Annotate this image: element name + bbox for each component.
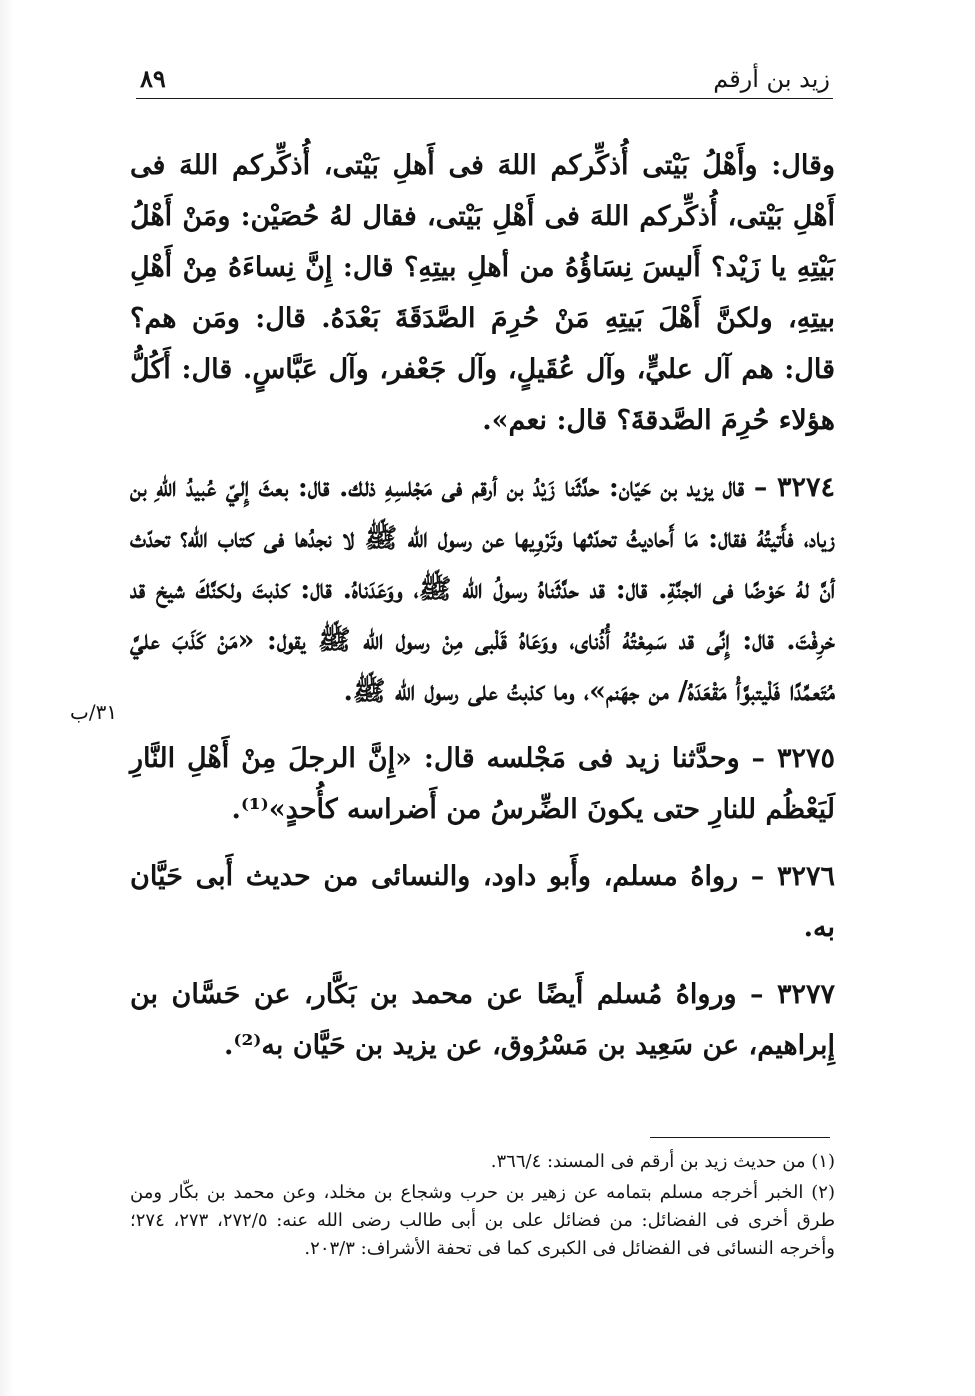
footnote-2: (٢) الخبر أخرجه مسلم بتمامه عن زهير بن حرب وشجاع بن مخلد، وعن محمد بن بكّار ومن طرق أخرى فى الفضائل: من فضائل على بن أبى طالب رضى الله عنه: ٢٧٢/٥، ٢٧٣، ٢٧٤؛ وأخرجه النسائى فى الفضائل فى الكبرى كما فى تحفة الأشراف: ٢٠٣/٣.: [130, 1182, 836, 1259]
footnote-1: (١) من حديث زيد بن أرقم فى المسند: ٣٦٦/٤.: [490, 1151, 835, 1172]
header-rule: [136, 98, 833, 99]
paragraph-hadith-3276: ٣٢٧٦ – رواهُ مسلم، وأَبو داود، والنسائى من حديث أَبى حَيَّان به.: [130, 861, 835, 943]
footnote-rule: [650, 1137, 830, 1138]
main-text: [130, 140, 835, 1087]
page-header: [140, 64, 830, 98]
running-title: زيد بن أرقم: [713, 65, 830, 93]
footnotes: [130, 1148, 835, 1266]
page-edge-shadow: [0, 0, 14, 1396]
paragraph-hadith-3274: ٣٢٧٤ – قال يزيد بن حَيّان: حدَّثَنا زَيْدُ بن أرقم فى مَجْلسِهِ ذلك. قال: بعثَ إِليّ عُبيدُ اللهِ بن زياد، فأَتيتُهُ فقال: مَا أَحاديثُ تحدّثها وتَرْوِيها عن رسول الله ﷺ لا نجدُها فى كتاب الله؟ تحدّث أنَّ لهُ حَوْضًا فى الجنَّةِ. قال: قد حدَّثَناهُ رسولُ الله ﷺ، ووَعَدَناهُ. قال: كذبتَ ولكنَّكَ شيخ قد خرِفْتَ. قال: إِنِّى قد سَمِعْتُهُ أُذُناى، ووَعَاهُ قَلْبى مِنْ رسول الله ﷺ يقول: «مَنْ كَذَبَ عليَّ مُتَعمِّدًا فَلْيتبوَّأْ مَقْعَدَهُ/ من جهَنم»، وما كذبتُ على رسول الله ﷺ.: [130, 472, 835, 707]
paragraph-hadith-3277: ٣٢٧٧ – ورواهُ مُسلم أَيضًا عن محمد بن بَكَّار، عن حَسَّان بن إِبراهيم، عن سَعِيد بن مَسْرُوق، عن يزيد بن حَيَّان به⁽²⁾.: [130, 979, 835, 1061]
paragraph-hadith-3275: ٣٢٧٥ – وحدَّثنا زيد فى مَجْلسه قال: «إِنَّ الرجلَ مِنْ أَهْلِ النَّارِ لَيَعْظُم للنارِ حتى يكونَ الضِّرسُ من أَضراسه كأُحدٍ»⁽¹⁾.: [130, 743, 835, 825]
page-number: ٨٩: [140, 64, 166, 93]
margin-manuscript-reference: ٣١/ب: [70, 700, 118, 724]
paragraph-hadith-continuation: وقال: وأَهْلُ بَيْتى أُذكِّركم اللهَ فى أَهلِ بَيْتى، أُذكِّركم اللهَ فى أَهْلِ بَيْتى، أُذكِّركم اللهَ فى أَهْلِ بَيْتى، فقال لهُ حُصَيْن: ومَنْ أَهْلُ بَيْتِهِ يا زَيْد؟ أَليسَ نِسَاؤُهُ من أهلِ بيتِهِ؟ قال: إِنَّ نِساءَهُ مِنْ أَهْلِ بيتِهِ، ولكنَّ أَهْلَ بَيتِهِ مَنْ حُرِمَ الصَّدَقَةَ بَعْدَهُ. قال: ومَن هم؟ قال: هم آل عليٍّ، وآل عُقَيلٍ، وآل جَعْفر، وآل عَبَّاسٍ. قال: أَكُلُّ هؤلاء حُرِمَ الصَّدقةَ؟ قال: نعم».: [130, 150, 835, 436]
